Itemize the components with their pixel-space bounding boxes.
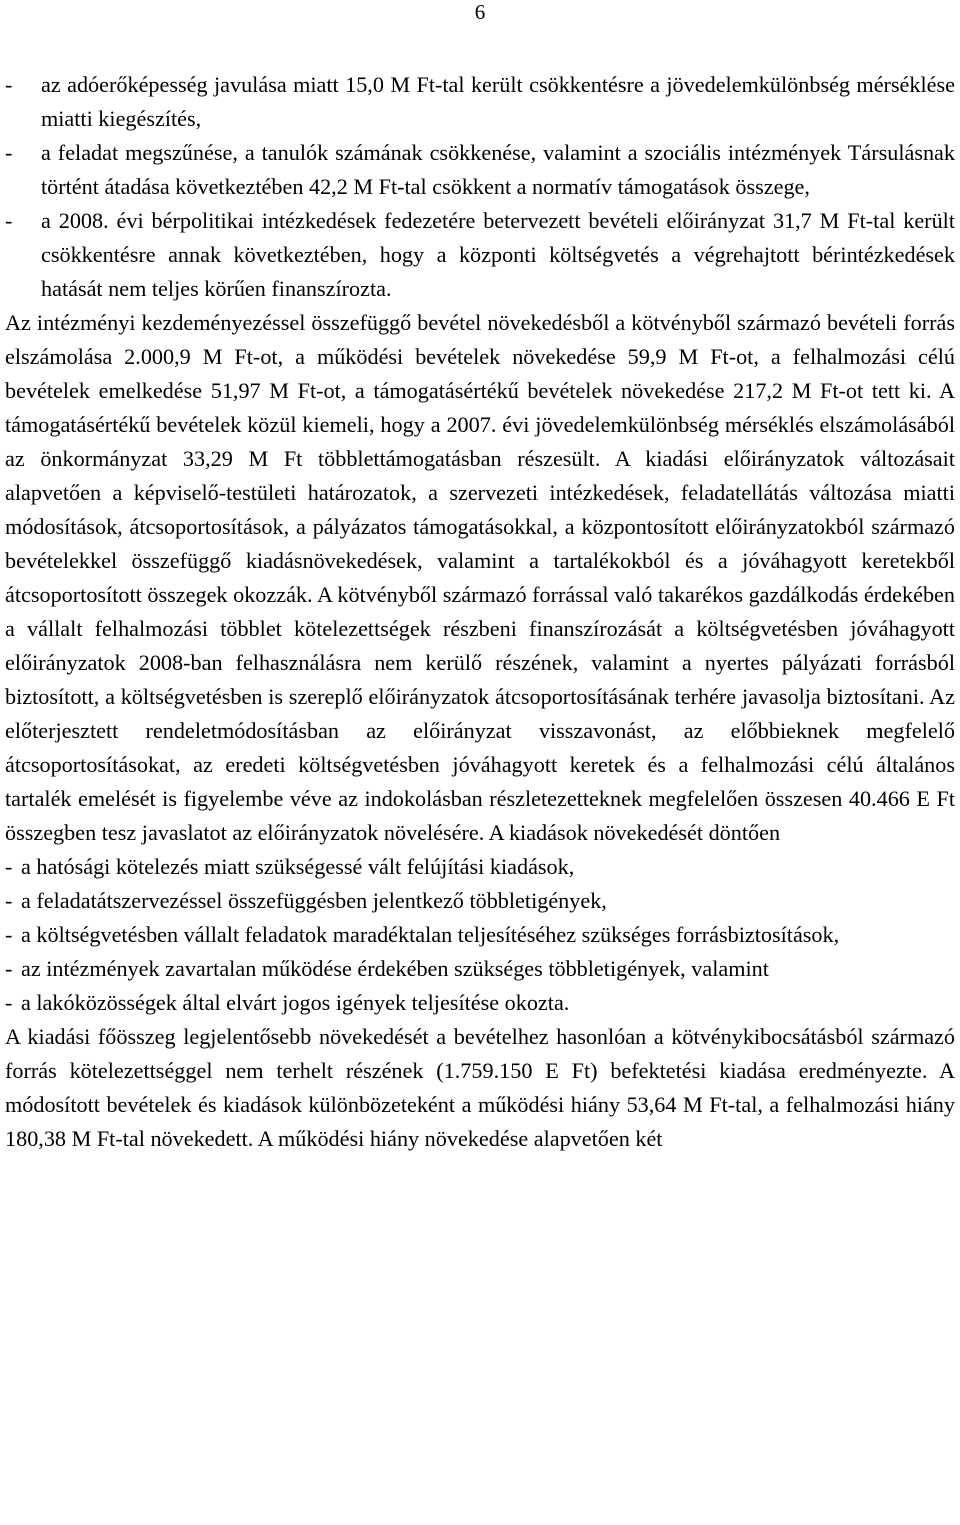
list-dash: - [5,888,13,913]
list-item-text: a feladatátszervezéssel összefüggésben jelentkező többletigények, [21,888,607,913]
list-item-text: az intézmények zavartalan működése érdekében szükséges többletigények, valamint [21,956,769,981]
list-item-text: a feladat megszűnése, a tanulók számának csökkenése, valamint a szociális intézmények Társulásnak történt átadása következtében 42,2 M Ft-tal csökkent a normatív támogatások összege, [41,140,955,199]
list-item [5,136,955,204]
list-item-text: a lakóközösségek által elvárt jogos igények teljesítése okozta. [21,990,570,1015]
list-item [5,204,955,306]
list-item [5,884,955,918]
list-item-text: a költségvetésben vállalt feladatok maradéktalan teljesítéséhez szükséges forrásbiztosítások, [21,922,840,947]
list-item [5,986,955,1020]
page-number: 6 [474,0,486,24]
list-dash: - [5,990,13,1015]
list-dash: - [5,956,13,981]
list-dash: - [5,208,13,233]
list-item [5,68,955,136]
list-item [5,918,955,952]
list-item-text: a hatósági kötelezés miatt szükségessé vált felújítási kiadások, [21,854,575,879]
main-paragraph: Az intézményi kezdeményezéssel összefüggő bevétel növekedésből a kötvényből származó bevételi forrás elszámolása 2.000,9 M Ft-ot, a működési bevételek növekedése 59,9 M Ft-ot, a felhalmozási célú bevételek emelkedése 51,97 M Ft-ot, a támogatásértékű bevételek növekedése 217,2 M Ft-ot tett ki. A támogatásértékű bevételek közül kiemeli, hogy a 2007. évi jövedelemkülönbség mérséklés elszámolásából az önkormányzat 33,29 M Ft többlettámogatásban részesült. A kiadási előirányzatok változásait alapvetően a képviselő-testületi határozatok, a szervezeti intézkedések, feladatellátás változása miatti módosítások, átcsoportosítások, a pályázatos támogatásokkal, a központosított előirányzatokból származó bevételekkel összefüggő kiadásnövekedések, valamint a tartalékokból és a jóváhagyott keretekből átcsoportosított összegek okozzák. A kötvényből származó forrással való takarékos gazdálkodás érdekében a vállalt felhalmozási többlet kötelezettségek részbeni finanszírozását a költségvetésben jóváhagyott előirányzatok 2008-ban felhasználásra nem kerülő részének, valamint a nyertes pályázati forrásból biztosított, a költségvetésben is szereplő előirányzatok átcsoportosításának terhére javasolja biztosítani. Az előterjesztett rendeletmódosításban az előirányzat visszavonást, az előbbieknek megfelelő átcsoportosításokat, az eredeti költségvetésben jóváhagyott keretek és a felhalmozási célú általános tartalék emelését is figyelembe véve az indokolásban részletezetteknek megfelelően összesen 40.466 E Ft összegben tesz javaslatot az előirányzatok növelésére. A kiadások növekedését döntően [5,310,955,845]
list-dash: - [5,854,13,879]
list-item-text: a 2008. évi bérpolitikai intézkedések fedezetére betervezett bevételi előirányzat 31,7 M Ft-tal került csökkentésre annak következtében, hogy a központi költségvetés a végrehajtott bérintézkedések hatását nem teljes körűen finanszírozta. [41,208,955,301]
list-dash: - [5,72,13,97]
document-body [5,68,955,1156]
list-item [5,952,955,986]
list-item [5,850,955,884]
list-dash: - [5,922,13,947]
closing-paragraph: A kiadási főösszeg legjelentősebb növekedését a bevételhez hasonlóan a kötvénykibocsátásból származó forrás kötelezettséggel nem terhelt részének (1.759.150 E Ft) befektetési kiadása eredményezte. A módosított bevételek és kiadások különbözeteként a működési hiány 53,64 M Ft-tal, a felhalmozási hiány 180,38 M Ft-tal növekedett. A működési hiány növekedése alapvetően két [5,1024,955,1151]
list-dash: - [5,140,13,165]
list-item-text: az adóerőképesség javulása miatt 15,0 M Ft-tal került csökkentésre a jövedelemkülönbség mérséklése miatti kiegészítés, [41,72,955,131]
